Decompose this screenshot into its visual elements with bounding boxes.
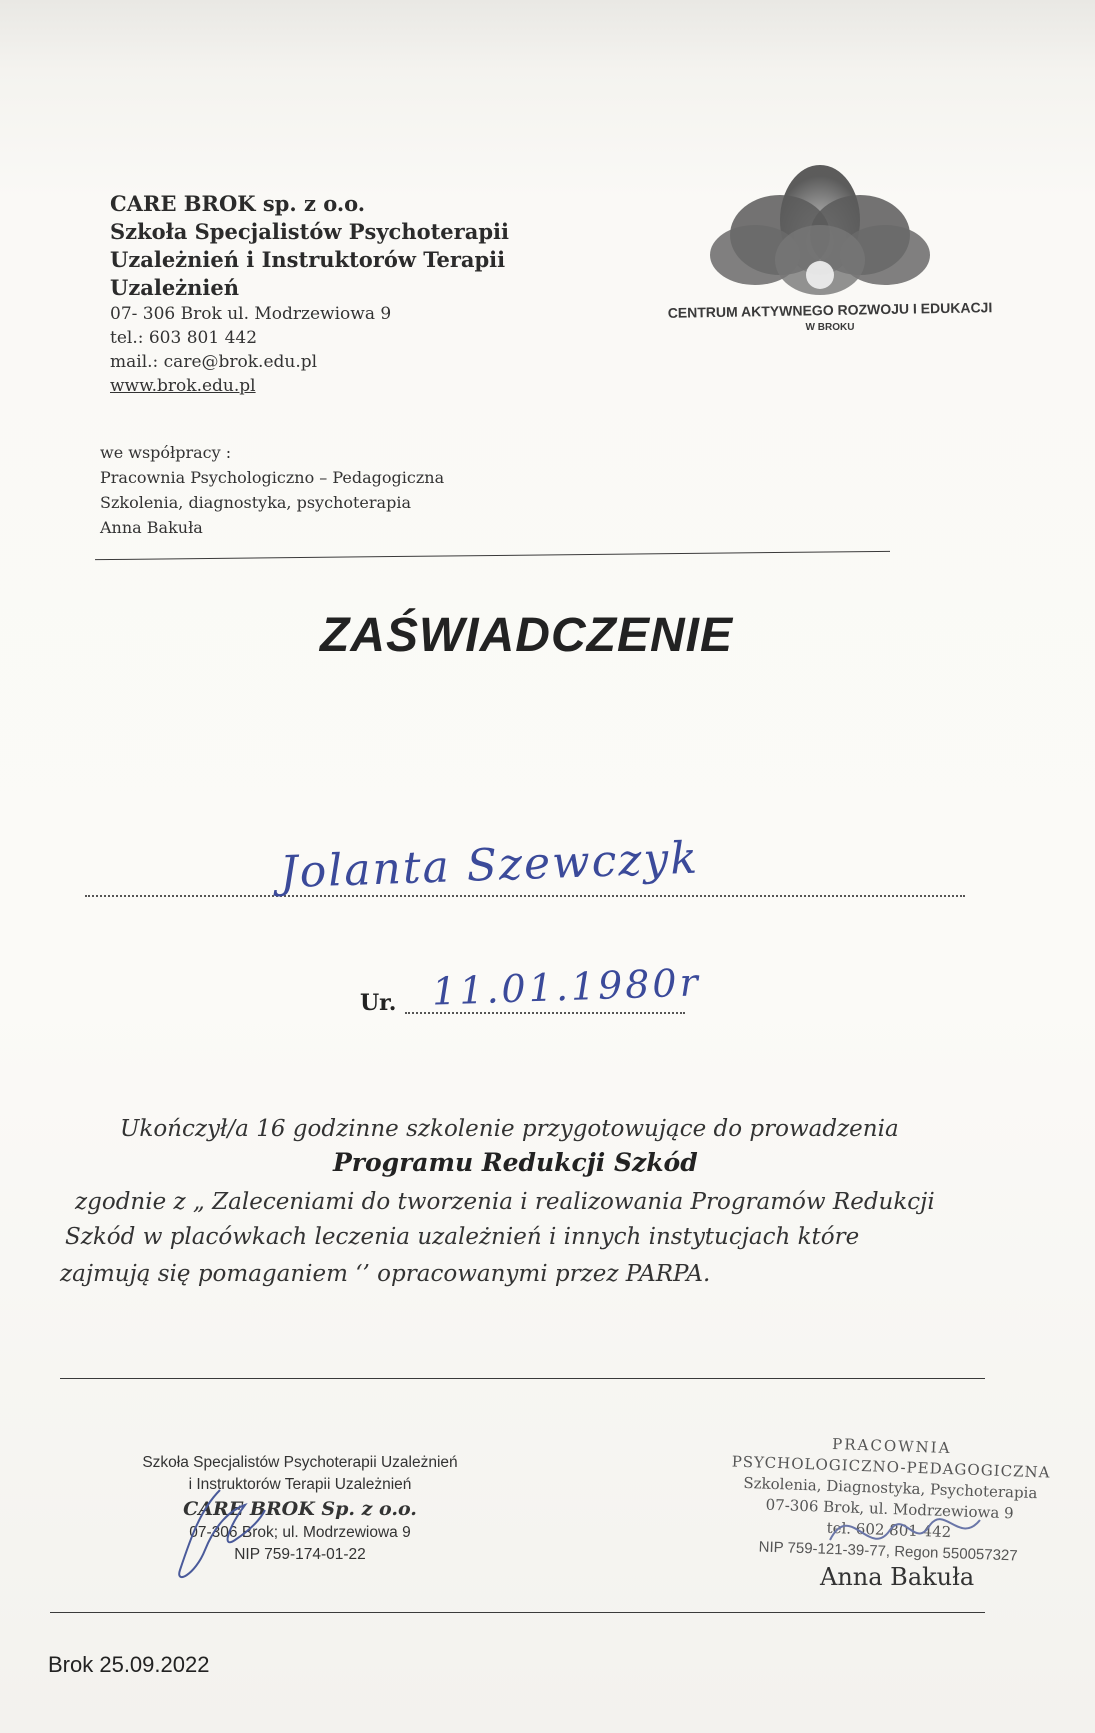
recipient-name-handwritten: Jolanta Szewczyk xyxy=(279,832,700,899)
body-line-3: Szkód w placówkach leczenia uzależnień i innych instytucjach które xyxy=(65,1224,860,1250)
org-address: 07- 306 Brok ul. Modrzewiowa 9 xyxy=(110,304,392,324)
org-website-link[interactable]: www.brok.edu.pl xyxy=(110,376,256,396)
name-dotted-line xyxy=(85,895,965,897)
school-stamp-line-3: CARE BROK Sp. z o.o. xyxy=(183,1498,417,1520)
org-school-line-3: Uzależnień xyxy=(110,275,239,300)
org-header xyxy=(110,190,570,398)
signatory-name: Anna Bakuła xyxy=(820,1563,975,1591)
lotus-icon xyxy=(710,160,930,300)
birth-label: Ur. xyxy=(360,990,397,1016)
footer-divider-bottom xyxy=(50,1612,985,1613)
right-signature xyxy=(820,1490,990,1570)
cooperation-line-2: Szkolenia, diagnostyka, psychoterapia xyxy=(100,493,411,512)
program-name: Programu Redukcji Szkód xyxy=(333,1148,698,1177)
header-divider xyxy=(95,551,890,560)
issue-date: Brok 25.09.2022 xyxy=(48,1652,210,1677)
cooperation-label: we współpracy : xyxy=(100,443,232,462)
practice-stamp-line-3: Szkolenia, Diagnostyka, Psychoterapia xyxy=(743,1473,1038,1503)
practice-stamp-line-1: PRACOWNIA xyxy=(831,1434,952,1458)
logo-location: W BROKU xyxy=(805,322,855,333)
left-signature xyxy=(160,1480,280,1590)
cooperation-line-3: Anna Bakuła xyxy=(100,518,203,537)
logo-name: CENTRUM AKTYWNEGO ROZWOJU I EDUKACJI xyxy=(667,299,993,321)
body-line-4: zajmują się pomaganiem ‘’ opracowanymi przez PARPA. xyxy=(60,1261,711,1287)
body-line-1: Ukończył/a 16 godzinne szkolenie przygotowujące do prowadzenia xyxy=(120,1116,899,1142)
school-stamp-line-5: NIP 759-174-01-22 xyxy=(234,1546,366,1563)
org-phone: tel.: 603 801 442 xyxy=(110,328,258,348)
school-stamp-line-1: Szkoła Specjalistów Psychoterapii Uzależnień xyxy=(142,1454,458,1471)
org-school-line-1: Szkoła Specjalistów Psychoterapii xyxy=(110,219,509,244)
document-title: ZAŚWIADCZENIE xyxy=(320,609,733,662)
org-mail: mail.: care@brok.edu.pl xyxy=(110,352,318,372)
birth-date-handwritten: 11.01.1980r xyxy=(431,960,702,1014)
school-stamp-line-4: 07-306 Brok; ul. Modrzewiowa 9 xyxy=(189,1524,411,1541)
practice-stamp-line-2: PSYCHOLOGICZNO-PEDAGOGICZNA xyxy=(731,1452,1051,1482)
practice-stamp-line-5: tel. 602 801 442 xyxy=(826,1518,952,1542)
org-school-line-2: Uzależnień i Instruktorów Terapii xyxy=(110,247,506,272)
logo xyxy=(630,160,1030,340)
footer-divider-top xyxy=(60,1378,985,1379)
school-stamp-line-2: i Instruktorów Terapii Uzależnień xyxy=(188,1476,412,1493)
body-line-2: zgodnie z „ Zaleceniami do tworzenia i realizowania Programów Redukcji xyxy=(75,1189,935,1215)
cooperation-line-1: Pracownia Psychologiczno – Pedagogiczna xyxy=(100,468,445,487)
cooperation-block xyxy=(100,440,560,540)
practice-stamp-line-4: 07-306 Brok, ul. Modrzewiowa 9 xyxy=(765,1495,1014,1523)
org-name: CARE BROK sp. z o.o. xyxy=(110,191,366,216)
practice-stamp-line-6: NIP 759-121-39-77, Regon 550057327 xyxy=(758,1538,1018,1565)
